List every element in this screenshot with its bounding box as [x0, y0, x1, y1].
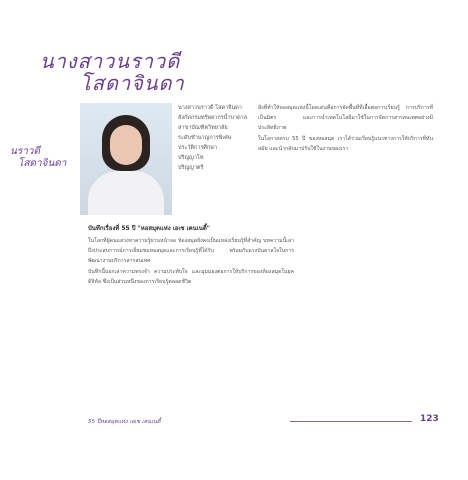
profile-line: ประวัติการศึกษา	[178, 145, 217, 151]
profile-line: ปริญญาโท	[178, 155, 204, 161]
signature-title: นางสาวนราวดี โสดาจินดา	[40, 49, 185, 95]
signature-caption: นราวดี โสดาจินดา	[10, 146, 67, 169]
article-subheading: บันทึกเรื่องที่ 55 ปี "หอสมุดแห่ง เอเซ เคนเนดี้"	[88, 225, 210, 232]
paragraph: ในโลกที่ผู้คนแสวงหาความรู้ผ่านหน้าจอ ห้องสมุดยังคงเป็นแหล่งเรียนรู้ที่สำคัญ บทความนี้เล่าถึงประสบการณ์การเยี่ยมชมหอสมุดและการเรียนรู้ที่ได้รับ พร้อมกับแรงบันดาลใจในการพัฒนางานบริการสารสนเทศ	[88, 238, 294, 265]
footer-publication: 55 ปีหอสมุดแห่ง เอเซ เคนเนดี้	[88, 419, 161, 425]
article-column-right	[258, 103, 433, 154]
paragraph: สิ่งที่ทำให้หอสมุดแห่งนี้โดดเด่นคือการจัดพื้นที่ที่เอื้อต่อการเรียนรู้ การบริการที่เป็นมิตร และการนำเทคโนโลยีมาใช้ในการจัดการสารสนเทศอย่างมีประสิทธิภาพ	[258, 105, 433, 132]
profile-line: สังกัดกรมทรัพยากรน้ำบาดาล	[178, 115, 248, 121]
profile-name: นางสาวนราวดี โสดาจินดา	[178, 105, 242, 111]
paragraph: ในโอกาสครบ 55 ปี ของหอสมุด เราได้ร่วมเรียนรู้แนวทางการให้บริการที่ทันสมัย และนำกลับมาปรับใช้ในงานของเรา	[258, 135, 433, 152]
profile-line: ปริญญาตรี	[178, 165, 204, 171]
profile-line: สาขาบัณฑิตวิทยาลัย	[178, 125, 228, 131]
paragraph: บันทึกนี้บอกเล่าความทรงจำ ความประทับใจ และมุมมองต่อการให้บริการของห้องสมุดในยุคดิจิทัล ซึ่งเป็นส่วนหนึ่งของการเรียนรู้ตลอดชีวิต	[88, 268, 294, 285]
article-column-left	[88, 236, 294, 287]
portrait-photo	[80, 103, 172, 215]
profile-line: ระดับชำนาญการพิเศษ	[178, 135, 232, 141]
footer-divider	[290, 421, 412, 422]
page-number: 123	[420, 414, 439, 424]
